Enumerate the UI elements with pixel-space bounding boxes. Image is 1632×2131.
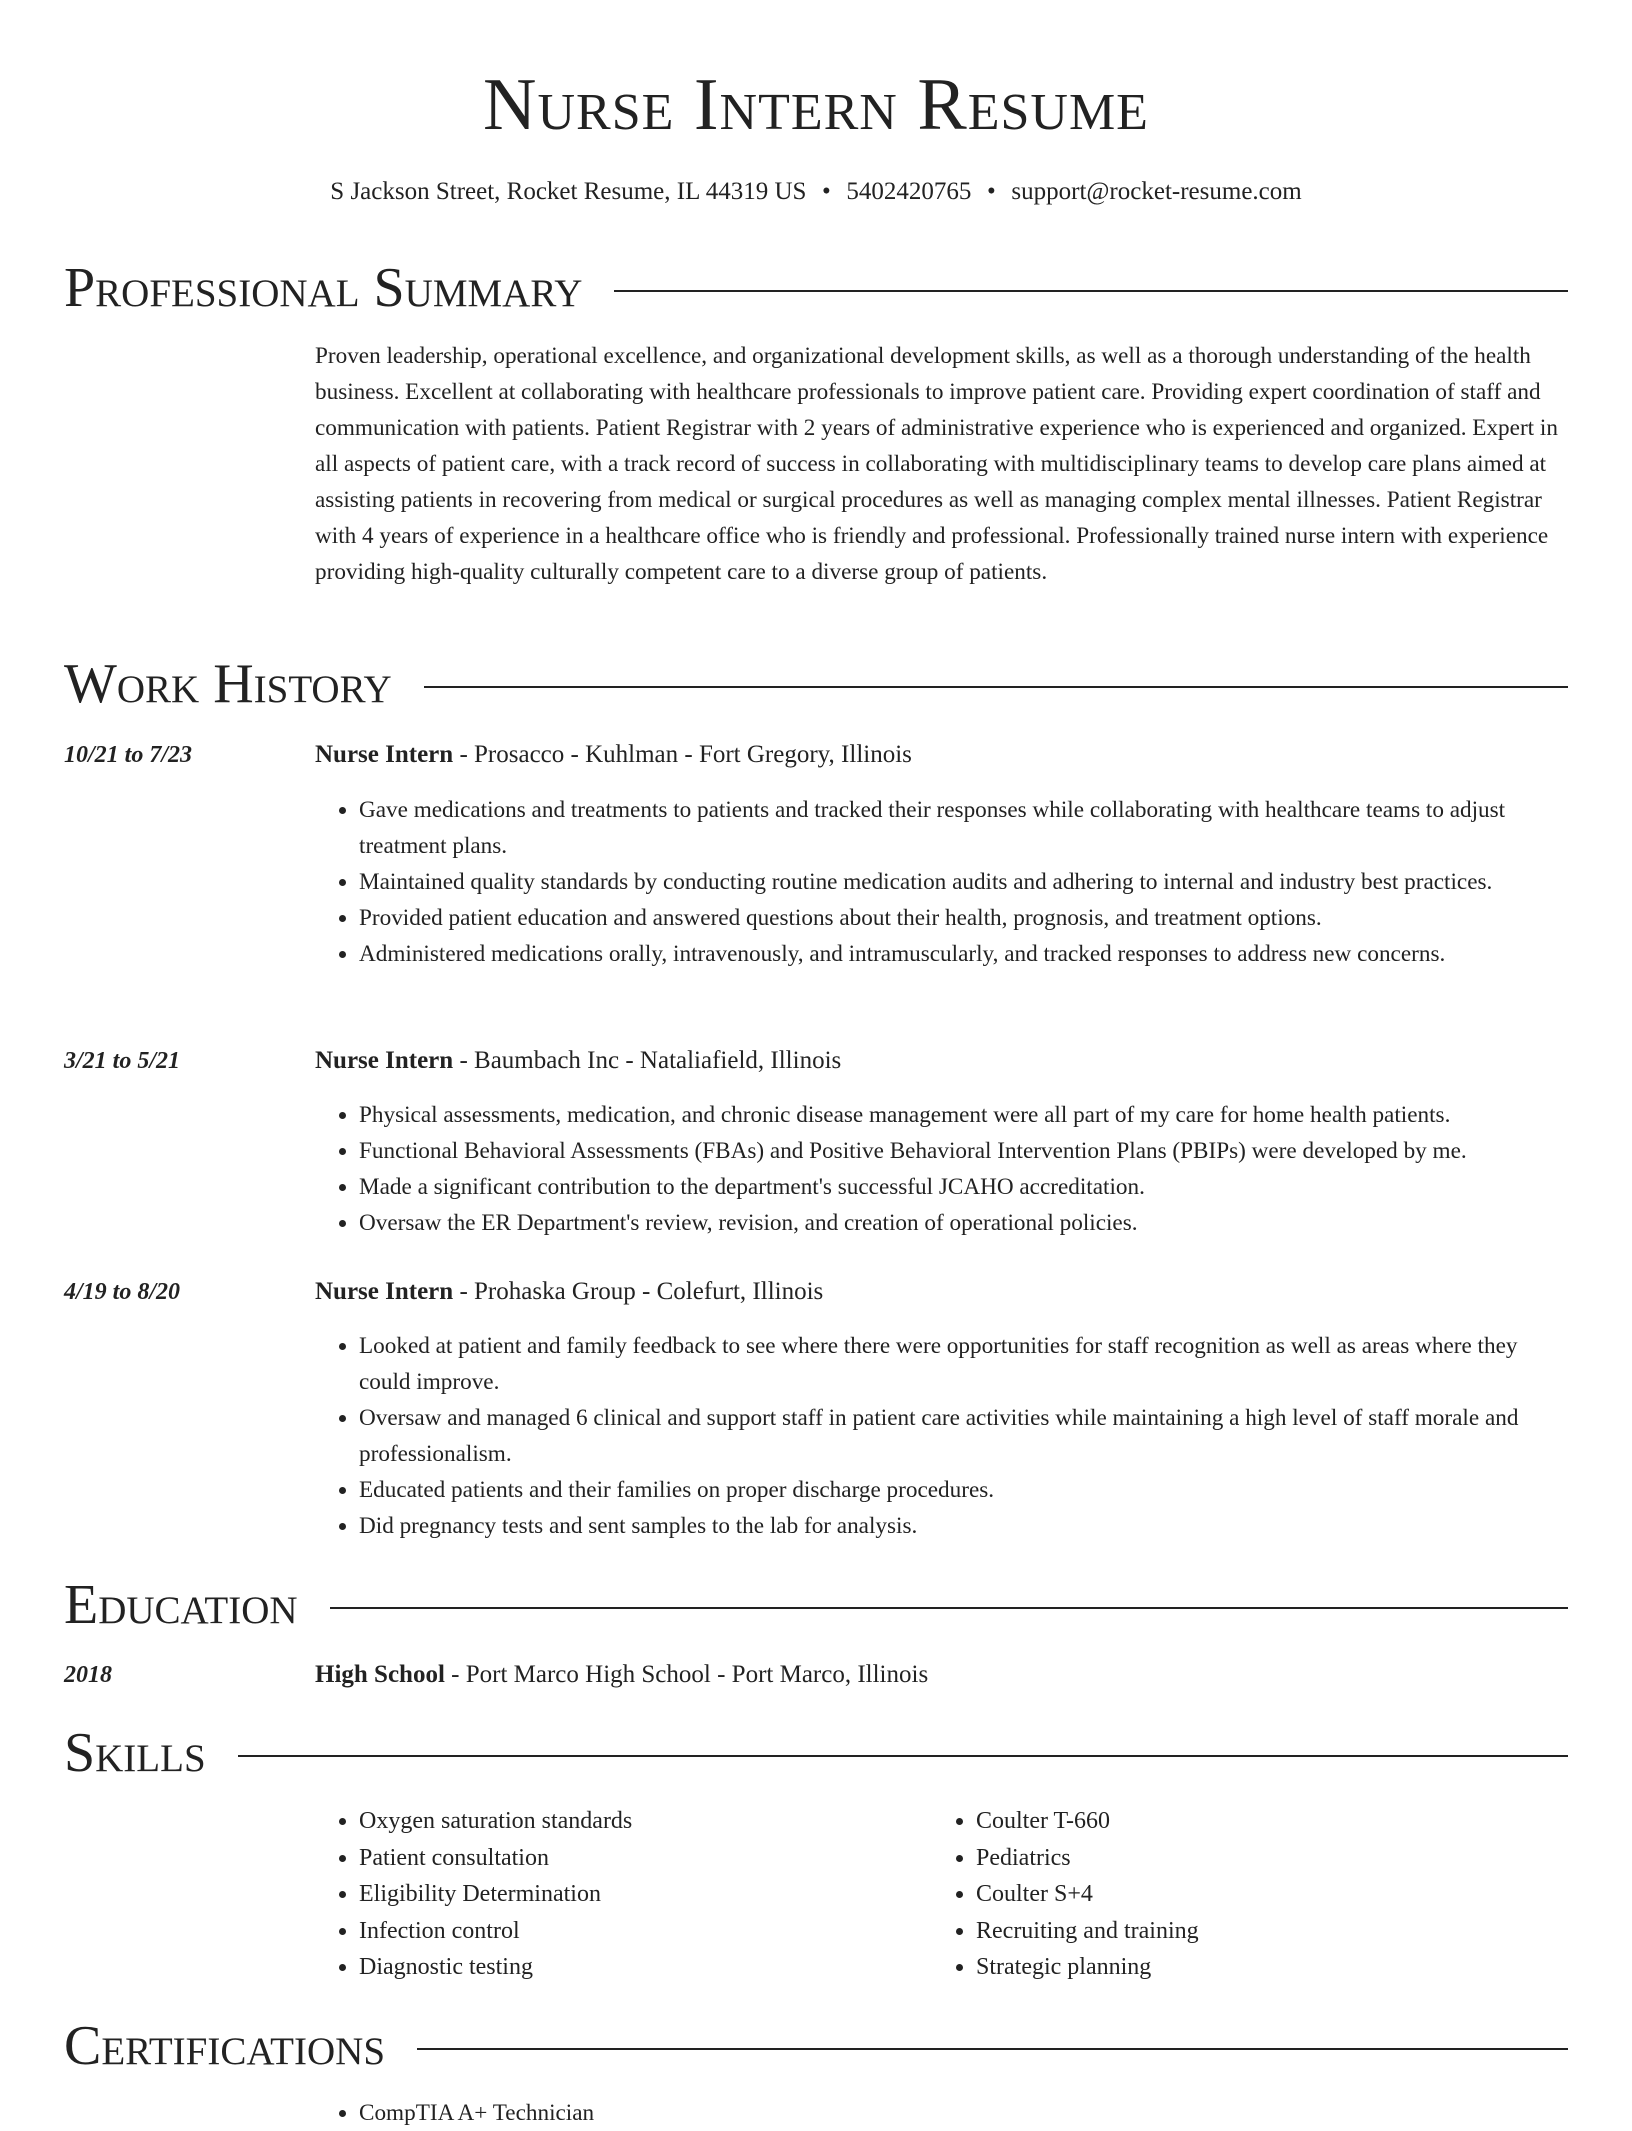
- contact-address: S Jackson Street, Rocket Resume, IL 44319 US: [330, 178, 807, 205]
- certification-item: • CompTIA A+ Technician: [359, 2095, 1568, 2131]
- section-professional-summary: [64, 253, 1568, 323]
- education-school: - Port Marco High School - Port Marco, Illinois: [444, 1661, 929, 1688]
- section-rule: [330, 1607, 1568, 1609]
- list-item: • Made a significant contribution to the department's successful JCAHO accreditation.: [359, 1169, 1568, 1205]
- section-heading: Professional Summary: [64, 257, 583, 319]
- contact-line: [0, 174, 1632, 210]
- skill-item: • Diagnostic testing: [359, 1949, 915, 1986]
- list-item: • Physical assessments, medication, and chronic disease management were all part of my care for home health patients.: [359, 1097, 1568, 1133]
- list-item: • Oversaw the ER Department's review, revision, and creation of operational policies.: [359, 1205, 1568, 1241]
- skill-item: • Patient consultation: [359, 1840, 915, 1877]
- list-item: • Functional Behavioral Assessments (FBAs) and Positive Behavioral Intervention Plans (PBIPs) were developed by me.: [359, 1133, 1568, 1169]
- section-rule: [238, 1755, 1568, 1757]
- contact-phone: 5402420765: [846, 178, 972, 205]
- job-bullets: [315, 1328, 1568, 1544]
- section-certifications: [64, 2011, 1568, 2081]
- skill-item: • Pediatrics: [976, 1840, 1532, 1877]
- job-dates: 10/21 to 7/23: [64, 742, 193, 768]
- education-line: [315, 1657, 1568, 1693]
- skill-item: • Coulter S+4: [976, 1876, 1532, 1913]
- section-rule: [424, 686, 1568, 688]
- job-dates: 3/21 to 5/21: [64, 1048, 181, 1074]
- job-role: Nurse Intern: [315, 741, 454, 768]
- contact-separator: •: [987, 178, 996, 205]
- education-year: 2018: [64, 1662, 112, 1688]
- contact-email: support@rocket-resume.com: [1011, 178, 1302, 205]
- education-degree: High School: [315, 1661, 445, 1688]
- skill-item: • Coulter T-660: [976, 1803, 1532, 1840]
- list-item: • Looked at patient and family feedback to see where there were opportunities for staff recognition as well as areas where they could improve.: [359, 1328, 1568, 1400]
- skill-item: • Infection control: [359, 1913, 915, 1950]
- section-work-history: [64, 649, 1568, 719]
- job-employer: - Prosacco - Kuhlman - Fort Gregory, Illinois: [453, 741, 912, 768]
- contact-separator: •: [822, 178, 831, 205]
- resume-title: Nurse Intern Resume: [483, 64, 1149, 146]
- skills-list-left: [315, 1803, 915, 1986]
- skill-item: • Eligibility Determination: [359, 1876, 915, 1913]
- section-education: [64, 1570, 1568, 1640]
- section-heading: Work History: [64, 653, 392, 715]
- summary-text: Proven leadership, operational excellence, and organizational development skills, as well as a thorough understanding of the health business. Excellent at collaborating with healthcare professionals to improve patient care. Providing expert coordination of staff and communication with patients. Patient Registrar with 2 years of administrative experience who is experienced and organized. Expert in all aspects of patient care, with a track record of success in collaborating with multidisciplinary teams to develop care plans aimed at assisting patients in recovering from medical or surgical procedures as well as managing complex mental illnesses. Patient Registrar with 4 years of experience in a healthcare office who is friendly and professional. Professionally trained nurse intern with experience providing high-quality culturally competent care to a diverse group of patients.: [315, 343, 1558, 585]
- list-item: • Gave medications and treatments to patients and tracked their responses while collaborating with healthcare teams to adjust treatment plans.: [359, 792, 1568, 864]
- section-heading: Skills: [64, 1722, 206, 1784]
- job-dates: 4/19 to 8/20: [64, 1279, 181, 1305]
- job-employer: - Prohaska Group - Colefurt, Illinois: [453, 1278, 824, 1305]
- skills-list-right: [932, 1803, 1532, 1986]
- job-bullets: [315, 792, 1568, 972]
- list-item: • Did pregnancy tests and sent samples to the lab for analysis.: [359, 1508, 1568, 1544]
- list-item: • Provided patient education and answered questions about their health, prognosis, and treatment options.: [359, 900, 1568, 936]
- list-item: • Oversaw and managed 6 clinical and support staff in patient care activities while maintaining a high level of staff morale and professionalism.: [359, 1400, 1568, 1472]
- job-employer: - Baumbach Inc - Nataliafield, Illinois: [453, 1047, 842, 1074]
- section-rule: [614, 290, 1568, 292]
- skill-item: • Oxygen saturation standards: [359, 1803, 915, 1840]
- skill-item: • Recruiting and training: [976, 1913, 1532, 1950]
- list-item: • Educated patients and their families on proper discharge procedures.: [359, 1472, 1568, 1508]
- skill-item: • Strategic planning: [976, 1949, 1532, 1986]
- list-item: • Maintained quality standards by conducting routine medication audits and adhering to internal and industry best practices.: [359, 864, 1568, 900]
- job-title-line: [315, 1274, 1568, 1310]
- section-heading: Education: [64, 1574, 298, 1636]
- list-item: • Administered medications orally, intravenously, and intramuscularly, and tracked responses to address new concerns.: [359, 936, 1568, 972]
- job-role: Nurse Intern: [315, 1278, 454, 1305]
- job-bullets: [315, 1097, 1568, 1241]
- certifications-list: [315, 2095, 1568, 2131]
- section-skills: [64, 1718, 1568, 1788]
- section-rule: [417, 2048, 1568, 2050]
- job-title-line: [315, 1043, 1568, 1079]
- section-heading: Certifications: [64, 2015, 386, 2077]
- job-title-line: [315, 737, 1568, 773]
- job-role: Nurse Intern: [315, 1047, 454, 1074]
